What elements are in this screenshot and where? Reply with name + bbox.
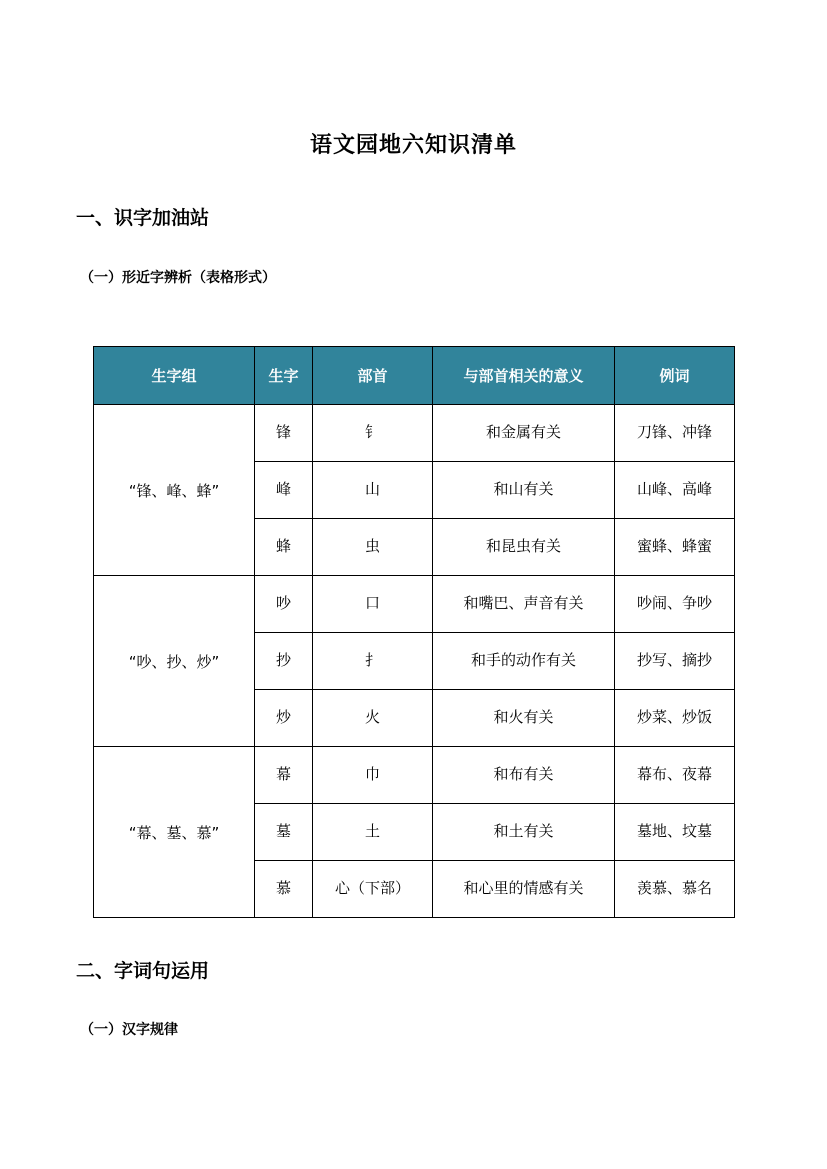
cell-radical: 口 (313, 576, 433, 633)
cell-character: 锋 (255, 405, 313, 462)
cell-meaning: 和火有关 (433, 690, 615, 747)
cell-radical: 钅 (313, 405, 433, 462)
cell-character: 幕 (255, 747, 313, 804)
cell-examples: 刀锋、冲锋 (615, 405, 735, 462)
cell-radical: 虫 (313, 519, 433, 576)
cell-examples: 幕布、夜幕 (615, 747, 735, 804)
cell-meaning: 和金属有关 (433, 405, 615, 462)
cell-meaning: 和昆虫有关 (433, 519, 615, 576)
cell-character: 峰 (255, 462, 313, 519)
cell-meaning: 和山有关 (433, 462, 615, 519)
header-character: 生字 (255, 347, 313, 405)
group-label: “锋、峰、蜂” (94, 405, 255, 576)
header-character-group: 生字组 (94, 347, 255, 405)
cell-character: 蜂 (255, 519, 313, 576)
group-label: “吵、抄、炒” (94, 576, 255, 747)
section-2-heading: 二、字词句运用 (76, 960, 210, 982)
cell-examples: 吵闹、争吵 (615, 576, 735, 633)
similar-characters-table (93, 346, 735, 918)
table-row (94, 747, 735, 804)
cell-meaning: 和手的动作有关 (433, 633, 615, 690)
cell-radical: 土 (313, 804, 433, 861)
cell-examples: 蜜蜂、蜂蜜 (615, 519, 735, 576)
table-row (94, 405, 735, 462)
table-row (94, 576, 735, 633)
cell-character: 炒 (255, 690, 313, 747)
section-2-subheading: （一）汉字规律 (80, 1022, 178, 1038)
cell-character: 抄 (255, 633, 313, 690)
cell-radical: 火 (313, 690, 433, 747)
header-radical: 部首 (313, 347, 433, 405)
section-1-subheading: （一）形近字辨析（表格形式） (80, 270, 276, 286)
table-header-row (94, 347, 735, 405)
cell-examples: 炒菜、炒饭 (615, 690, 735, 747)
cell-meaning: 和布有关 (433, 747, 615, 804)
cell-character: 墓 (255, 804, 313, 861)
cell-radical: 山 (313, 462, 433, 519)
cell-radical: 扌 (313, 633, 433, 690)
cell-character: 慕 (255, 861, 313, 918)
cell-meaning: 和嘴巴、声音有关 (433, 576, 615, 633)
cell-meaning: 和心里的情感有关 (433, 861, 615, 918)
page-title: 语文园地六知识清单 (309, 133, 517, 158)
cell-examples: 羡慕、慕名 (615, 861, 735, 918)
cell-examples: 墓地、坟墓 (615, 804, 735, 861)
cell-meaning: 和土有关 (433, 804, 615, 861)
cell-character: 吵 (255, 576, 313, 633)
cell-radical: 心（下部） (313, 861, 433, 918)
cell-radical: 巾 (313, 747, 433, 804)
cell-examples: 山峰、高峰 (615, 462, 735, 519)
header-examples: 例词 (615, 347, 735, 405)
group-label: “幕、墓、慕” (94, 747, 255, 918)
header-meaning: 与部首相关的意义 (433, 347, 615, 405)
section-1-heading: 一、识字加油站 (76, 207, 210, 229)
cell-examples: 抄写、摘抄 (615, 633, 735, 690)
